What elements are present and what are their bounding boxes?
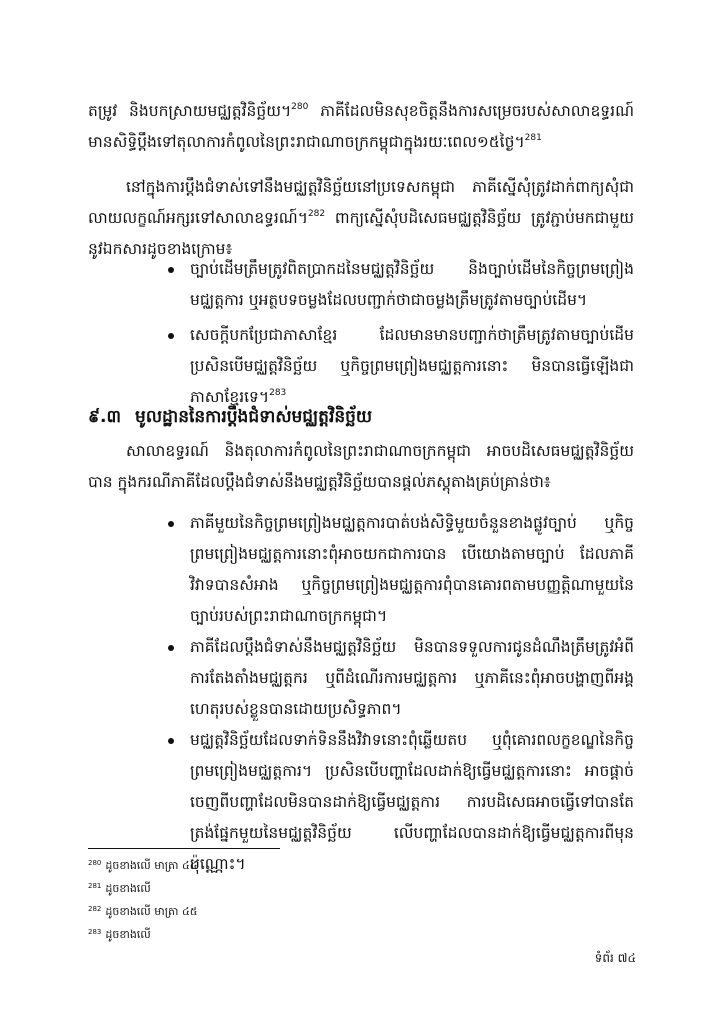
bullet-dot bbox=[168, 645, 174, 651]
section-heading bbox=[88, 402, 634, 432]
list-item bbox=[166, 320, 634, 413]
list-item-text: ភាគីដែលប្តឹងជំទាស់នឹងមជ្ឈត្តវិនិច្ឆ័យ មិនបានទទួលការជូនដំណឹងត្រឹមត្រូវអំពីការតែងតាំងមជ្ឈត្តករ ឬពីដំណើរការមជ្ឈត្តការ ឬភាគីនេះពុំអាចបង្ហាញពីអង្គហេតុរបស់ខ្លួនបានដោយប្រសិទ្ធភាព។ bbox=[190, 638, 634, 718]
list-item-text: មជ្ឈត្តវិនិច្ឆ័យដែលទាក់ទិននឹងវិវាទនោះពុំឆ្លើយតប ឬពុំគោរពលក្ខខណ្ឌនៃកិច្ចព្រមព្រៀងមជ្ឈត្តការ។ ប្រសិនបើបញ្ហាដែលដាក់ឱ្យធ្វើមជ្ឈត្តការនោះ អាចផ្តាច់ចេញពីបញ្ហាដែលមិនបានដាក់ឱ្យធ្វើមជ្ឈត្តការ ការបដិសេធអាចធ្វើទៅបានតែត្រង់ផ្នែកមួយនៃមជ្ឈត្តវិនិច្ឆ័យ លើបញ្ហាដែលបានដាក់ឱ្យធ្វើមជ្ឈត្តការពីមុនប៉ុណ្ណោះ។ bbox=[190, 731, 634, 873]
footnote-text: ដូចខាងលើ bbox=[105, 928, 151, 941]
footnote bbox=[88, 900, 388, 923]
paragraph-3: សាលាឧទ្ធរណ៍ និងតុលាការកំពូលនៃព្រះរាជាណាចក្រកម្ពុជា អាចបដិសេធមជ្ឈត្តវិនិច្ឆ័យបាន ក្នុងករណីភាគីដែលប្តឹងជំទាស់នឹងមជ្ឈត្តវិនិច្ឆ័យបានផ្តល់ភស្តុតាងគ្រប់គ្រាន់ថា៖ bbox=[88, 442, 634, 491]
list-item bbox=[166, 254, 634, 316]
section-title: មូលដ្ឋាននៃការប្តឹងជំទាស់មជ្ឈត្តវិនិច្ឆ័យ bbox=[135, 407, 373, 427]
footnote bbox=[88, 854, 388, 877]
section-number: ៩.៣ bbox=[88, 407, 122, 427]
document-list-2 bbox=[166, 508, 634, 880]
footnotes bbox=[88, 854, 388, 946]
footnote-ref-280: 280 bbox=[291, 102, 309, 112]
page-number: ទំព័រ ៧៤ bbox=[594, 951, 636, 965]
list-item bbox=[166, 632, 634, 725]
footnote-ref-281: 281 bbox=[524, 133, 542, 143]
intro-paragraph bbox=[88, 96, 634, 158]
bullet-dot bbox=[168, 267, 174, 273]
paragraph-2-text-2: ពាក្យស្នើសុំបដិសេធមជ្ឈត្តវិនិច្ឆ័យ ត្រូវភ្ជាប់មកជាមួយនូវឯកសារដូចខាងក្រោម៖ bbox=[88, 209, 634, 258]
paragraph-2 bbox=[88, 172, 634, 265]
footnote bbox=[88, 923, 388, 946]
intro-text-1: តម្រូវ និងបកស្រាយមជ្ឈត្តវិនិច្ឆ័យ។ bbox=[88, 102, 292, 120]
list-item-text: ភាគីមួយនៃកិច្ចព្រមព្រៀងមជ្ឈត្តការបាត់បង់សិទ្ធិមួយចំនួនខាងផ្លូវច្បាប់ ឬកិច្ចព្រមព្រៀងមជ្ឈត្តការនោះពុំអាចយកជាការបាន បើយោងតាមច្បាប់ ដែលភាគីវិវាទបានសំអាង ឬកិច្ចព្រមព្រៀងមជ្ឈត្តការពុំបានគោរពតាមបញ្ញត្តិណាមួយនៃច្បាប់របស់ព្រះរាជាណាចក្រកម្ពុជា។ bbox=[190, 514, 634, 625]
bullet-dot bbox=[168, 738, 174, 744]
list-item-text: សេចក្តីបកប្រែជាភាសាខ្មែរ ដែលមានមានបញ្ជាក់ថាត្រឹមត្រូវតាមច្បាប់ដើម ប្រសិនបើមជ្ឈត្តវិនិច្ឆ័យ ឬកិច្ចព្រមព្រៀងមជ្ឈត្តការនោះ មិនបានធ្វើឡើងជាភាសាខ្មែរទេ។ bbox=[190, 326, 634, 406]
bullet-dot bbox=[168, 521, 174, 527]
footnote bbox=[88, 877, 388, 900]
footnote-number: 283 bbox=[88, 928, 102, 936]
intro-text-2: ភាគីដែលមិនសុខចិត្តនឹងការសម្រេចរបស់សាលាឧទ្ធរណ៍ មានសិទ្ធិប្តឹងទៅតុលាការកំពូលនៃព្រះរាជាណាចក្រកម្ពុជាក្នុងរយៈពេល១៥ថ្ងៃ។ bbox=[88, 102, 634, 151]
footnote-number: 280 bbox=[88, 859, 102, 867]
footnote-number: 281 bbox=[88, 882, 102, 890]
footnote-text: ដូចខាងលើ bbox=[105, 882, 151, 895]
footnote-text: ដូចខាងលើ មាត្រា ៤៤ bbox=[105, 859, 198, 872]
footnote-number: 282 bbox=[88, 905, 102, 913]
list-item bbox=[166, 508, 634, 632]
list-item-text: ច្បាប់ដើមត្រឹមត្រូវពិតប្រាកដនៃមជ្ឈត្តវិនិច្ឆ័យ និងច្បាប់ដើមនៃកិច្ចព្រមព្រៀងមជ្ឈត្តការ ឬអត្ថបទចម្លងដែលបញ្ជាក់ថាជាចម្លងត្រឹមត្រូវតាមច្បាប់ដើម។ bbox=[190, 260, 634, 309]
footnote-divider bbox=[88, 848, 280, 849]
paragraph-2-text-1: នៅក្នុងការប្តឹងជំទាស់ទៅនឹងមជ្ឈត្តវិនិច្ឆ័យនៅប្រទេសកម្ពុជា ភាគីស្នើសុំត្រូវដាក់ពាក្យសុំជាលាយលក្ខណ៍អក្សរទៅសាលាឧទ្ធរណ៍។ bbox=[88, 178, 634, 227]
footnote-ref-282: 282 bbox=[307, 209, 326, 219]
footnote-text: ដូចខាងលើ មាត្រា ៤៥ bbox=[105, 905, 198, 918]
bullet-dot bbox=[168, 333, 174, 339]
document-list-1 bbox=[166, 254, 634, 413]
footnote-ref-283: 283 bbox=[269, 388, 287, 398]
